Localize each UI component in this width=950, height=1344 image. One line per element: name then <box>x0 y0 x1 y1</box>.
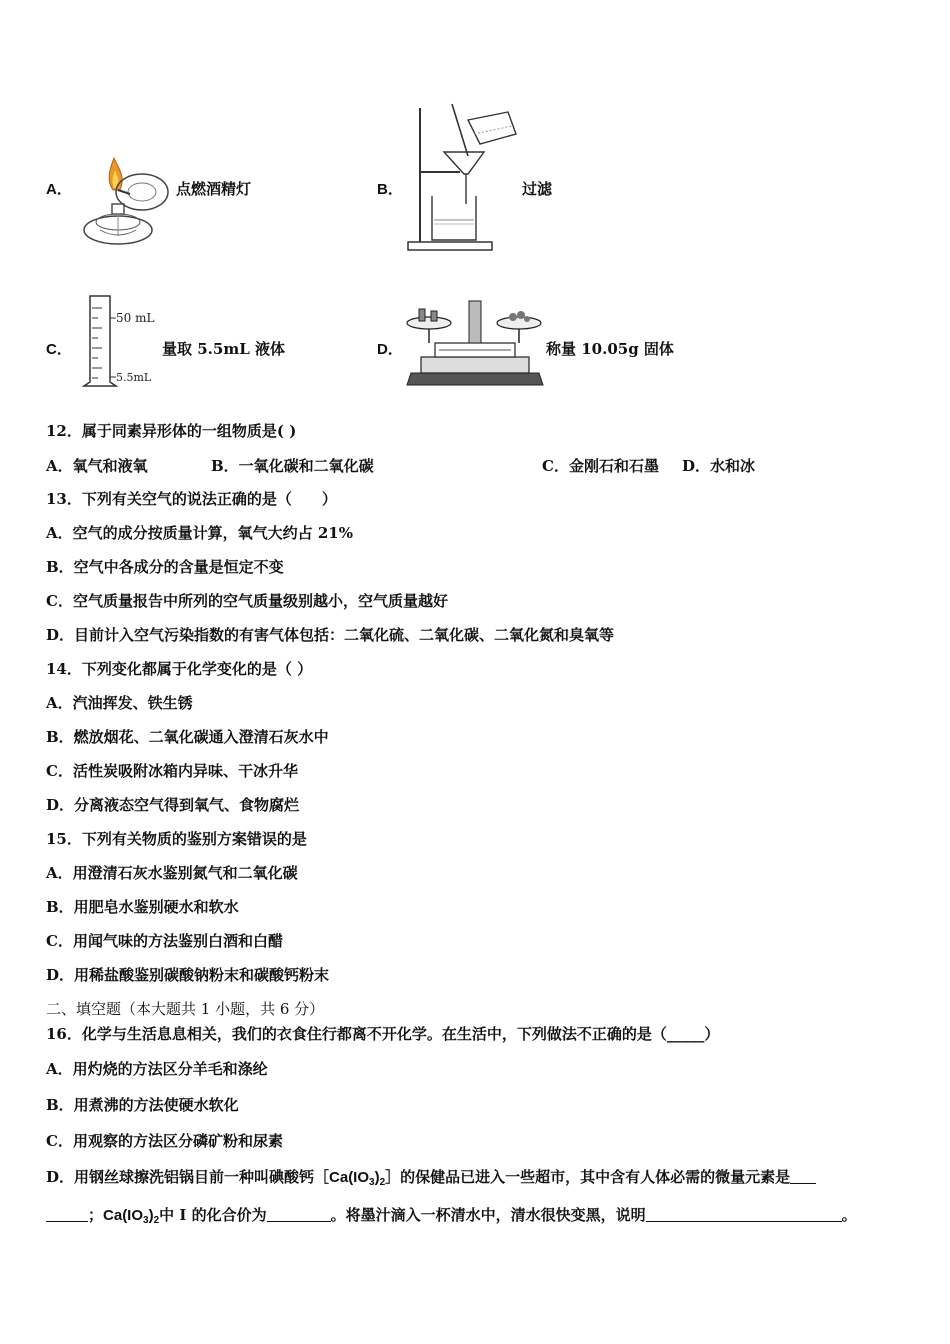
q12-option-b: B．一氧化碳和二氧化碳 <box>211 457 374 475</box>
q13-option-d: D．目前计入空气污染指数的有害气体包括：二氧化硫、二氧化碳、二氧化氮和臭氧等 <box>46 626 615 644</box>
q13-option-c: C．空气质量报告中所列的空气质量级别越小，空气质量越好 <box>46 592 448 610</box>
calcium-iodate-formula-2: $Ca(IO_3)_2$ <box>103 1207 160 1226</box>
figure-a-caption: 点燃酒精灯 <box>176 180 252 198</box>
figure-b-letter: B． <box>377 181 403 198</box>
figure-d-letter: D． <box>377 341 403 358</box>
answer-blank-1a[interactable] <box>790 1169 816 1184</box>
q16-d-prefix: D．用钢丝球擦洗铝锅目前一种叫碘酸钙［ <box>46 1168 330 1186</box>
section-2-heading: 二、填空题（本大题共 1 小题，共 6 分） <box>46 1000 325 1018</box>
q15-option-a: A．用澄清石灰水鉴别氮气和二氧化碳 <box>46 864 298 882</box>
q16-line2-tail: 。将墨汁滴入一杯清水中，清水很快变黑，说明 <box>330 1206 646 1224</box>
q12-stem: 12．属于同素异形体的一组物质是( ) <box>46 422 297 440</box>
figure-c-letter: C． <box>46 341 72 358</box>
q14-option-c: C．活性炭吸附冰箱内异味、干冰升华 <box>46 762 298 780</box>
q16-stem: 16．化学与生活息息相关，我们的衣食住行都离不开化学。在生活中，下列做法不正确的是（_____） <box>46 1025 720 1043</box>
answer-blank-3[interactable] <box>646 1207 842 1222</box>
q16-option-c: C．用观察的方法区分磷矿粉和尿素 <box>46 1132 283 1150</box>
figure-b-caption: 过滤 <box>522 180 553 198</box>
q13-option-a: A．空气的成分按质量计算，氧气大约占 21% <box>46 524 353 542</box>
graduated-cylinder-figure <box>80 292 160 390</box>
q14-stem: 14．下列变化都属于化学变化的是（ ） <box>46 660 313 678</box>
q15-stem: 15．下列有关物质的鉴别方案错误的是 <box>46 830 307 848</box>
q12-option-c: C．金刚石和石墨 <box>542 457 659 475</box>
filtration-apparatus-figure <box>404 100 524 256</box>
q14-option-a: A．汽油挥发、铁生锈 <box>46 694 193 712</box>
answer-blank-2[interactable] <box>267 1207 331 1222</box>
q12-option-d: D．水和冰 <box>682 457 756 475</box>
q12-option-a: A．氧气和液氧 <box>46 457 148 475</box>
q16-d-suffix: ］的保健品已进入一些超市，其中含有人体必需的微量元素是 <box>385 1168 791 1186</box>
q15-option-c: C．用闻气味的方法鉴别白酒和白醋 <box>46 932 283 950</box>
q14-option-d: D．分离液态空气得到氧气、食物腐烂 <box>46 796 300 814</box>
q16-line2-mid: 中 I 的化合价为 <box>159 1206 267 1224</box>
q14-option-b: B．燃放烟花、二氧化碳通入澄清石灰水中 <box>46 728 329 746</box>
q16-option-a: A．用灼烧的方法区分羊毛和涤纶 <box>46 1060 268 1078</box>
alcohol-lamp-figure <box>80 150 175 252</box>
figure-a-letter: A． <box>46 181 72 198</box>
cylinder-bottom-label: 5.5mL <box>116 371 152 384</box>
q13-option-b: B．空气中各成分的含量是恒定不变 <box>46 558 284 576</box>
q16-option-d-line1 <box>46 1167 816 1193</box>
balance-scale-figure <box>405 295 545 389</box>
cylinder-top-label: 50 mL <box>116 311 155 325</box>
q15-option-d: D．用稀盐酸鉴别碳酸钠粉末和碳酸钙粉末 <box>46 966 330 984</box>
answer-blank-1b[interactable] <box>46 1207 88 1222</box>
figure-d-caption: 称量 10.05g 固体 <box>546 340 674 358</box>
q15-option-b: B．用肥皂水鉴别硬水和软水 <box>46 898 239 916</box>
calcium-iodate-formula: $Ca(IO_3)_2$ <box>329 1169 386 1188</box>
q16-option-b: B．用煮沸的方法使硬水软化 <box>46 1096 239 1114</box>
q16-option-d-line2: ；$Ca(IO_3)_2$中 I 的化合价为 。将墨汁滴入一杯清水中，清水很快变黑，说明 。 <box>46 1205 857 1231</box>
figure-c-caption: 量取 5.5mL 液体 <box>162 340 285 358</box>
q13-stem: 13．下列有关空气的说法正确的是（ ） <box>46 490 337 508</box>
